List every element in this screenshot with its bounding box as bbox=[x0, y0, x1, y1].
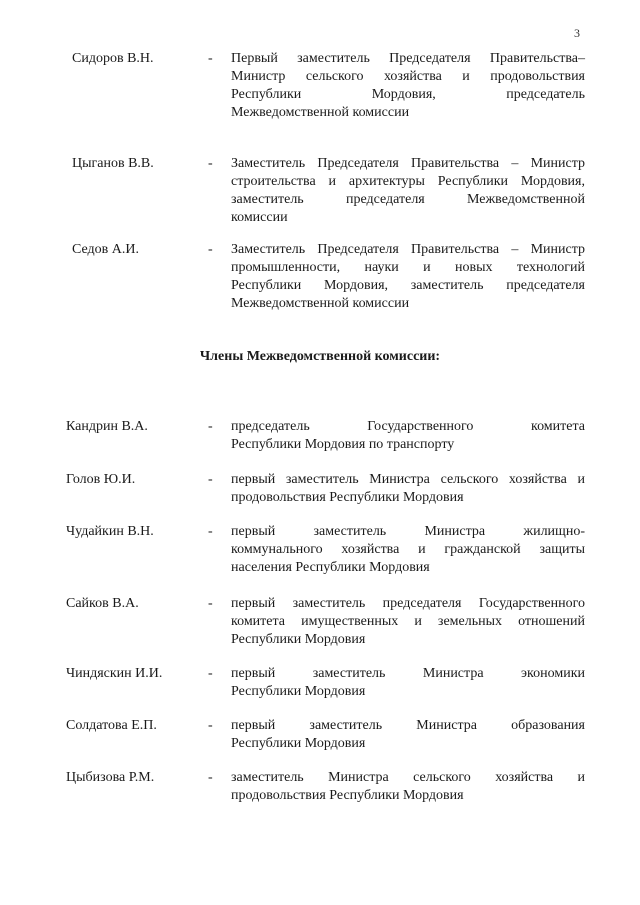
position-line: Заместитель Председателя Правительства – Министр bbox=[231, 156, 585, 171]
dash-separator: - bbox=[208, 156, 213, 171]
person-name: Чудайкин В.Н. bbox=[66, 524, 154, 539]
person-position bbox=[231, 717, 585, 753]
position-line: комиссии bbox=[231, 210, 288, 225]
position-line: председатель Государственного комитета bbox=[231, 419, 585, 434]
position-line: первый заместитель Министра жилищно- bbox=[231, 524, 585, 539]
dash-separator: - bbox=[208, 472, 213, 487]
dash-separator: - bbox=[208, 596, 213, 611]
position-line: первый заместитель Министра сельского хозяйства и bbox=[231, 472, 585, 487]
position-line: промышленности, науки и новых технологий bbox=[231, 260, 585, 275]
position-line: Межведомственной комиссии bbox=[231, 105, 410, 120]
person-position bbox=[231, 595, 585, 649]
position-line: Заместитель Председателя Правительства – Министр bbox=[231, 242, 585, 257]
person-position bbox=[231, 241, 585, 313]
dash-separator: - bbox=[208, 524, 213, 539]
dash-separator: - bbox=[208, 666, 213, 681]
position-line: коммунального хозяйства и гражданской защиты bbox=[231, 542, 585, 557]
dash-separator: - bbox=[208, 770, 213, 785]
page-number: 3 bbox=[574, 26, 580, 40]
dash-separator: - bbox=[208, 51, 213, 66]
position-line: Республики Мордовия, заместитель председателя bbox=[231, 278, 585, 293]
position-line: первый заместитель председателя Государственного bbox=[231, 596, 585, 611]
person-position bbox=[231, 665, 585, 701]
dash-separator: - bbox=[208, 419, 213, 434]
person-position bbox=[231, 155, 585, 227]
person-name: Кандрин В.А. bbox=[66, 419, 148, 434]
position-line: первый заместитель Министра образования bbox=[231, 718, 585, 733]
dash-separator: - bbox=[208, 718, 213, 733]
person-name: Голов Ю.И. bbox=[66, 472, 136, 487]
dash-separator: - bbox=[208, 242, 213, 257]
person-name: Солдатова Е.П. bbox=[66, 718, 157, 733]
person-name: Цыбизова Р.М. bbox=[66, 770, 155, 785]
position-line: комитета имущественных и земельных отношений bbox=[231, 614, 585, 629]
position-line: Министр сельского хозяйства и продовольствия bbox=[231, 69, 585, 84]
position-line: Республики Мордовия bbox=[231, 632, 366, 647]
position-line: продовольствия Республики Мордовия bbox=[231, 788, 464, 803]
members-heading: Члены Межведомственной комиссии: bbox=[199, 349, 441, 364]
person-name: Сайков В.А. bbox=[66, 596, 139, 611]
person-position bbox=[231, 769, 585, 805]
person-name: Цыганов В.В. bbox=[72, 156, 154, 171]
position-line: Республики Мордовия bbox=[231, 684, 366, 699]
person-position bbox=[231, 418, 585, 454]
person-position bbox=[231, 523, 585, 577]
position-line: Республики Мордовия bbox=[231, 736, 366, 751]
person-position bbox=[231, 471, 585, 507]
position-line: Межведомственной комиссии bbox=[231, 296, 410, 311]
position-line: заместитель Министра сельского хозяйства и bbox=[231, 770, 585, 785]
position-line: Первый заместитель Председателя Правительства– bbox=[231, 51, 585, 66]
position-line: строительства и архитектуры Республики Мордовия, bbox=[231, 174, 585, 189]
position-line: первый заместитель Министра экономики bbox=[231, 666, 585, 681]
position-line: заместитель председателя Межведомственной bbox=[231, 192, 585, 207]
position-line: продовольствия Республики Мордовия bbox=[231, 490, 464, 505]
person-name: Седов А.И. bbox=[72, 242, 139, 257]
person-name: Сидоров В.Н. bbox=[72, 51, 154, 66]
position-line: Республики Мордовия, председатель bbox=[231, 87, 585, 102]
person-name: Чиндяскин И.И. bbox=[66, 666, 163, 681]
position-line: населения Республики Мордовия bbox=[231, 560, 430, 575]
position-line: Республики Мордовия по транспорту bbox=[231, 437, 455, 452]
person-position bbox=[231, 50, 585, 122]
